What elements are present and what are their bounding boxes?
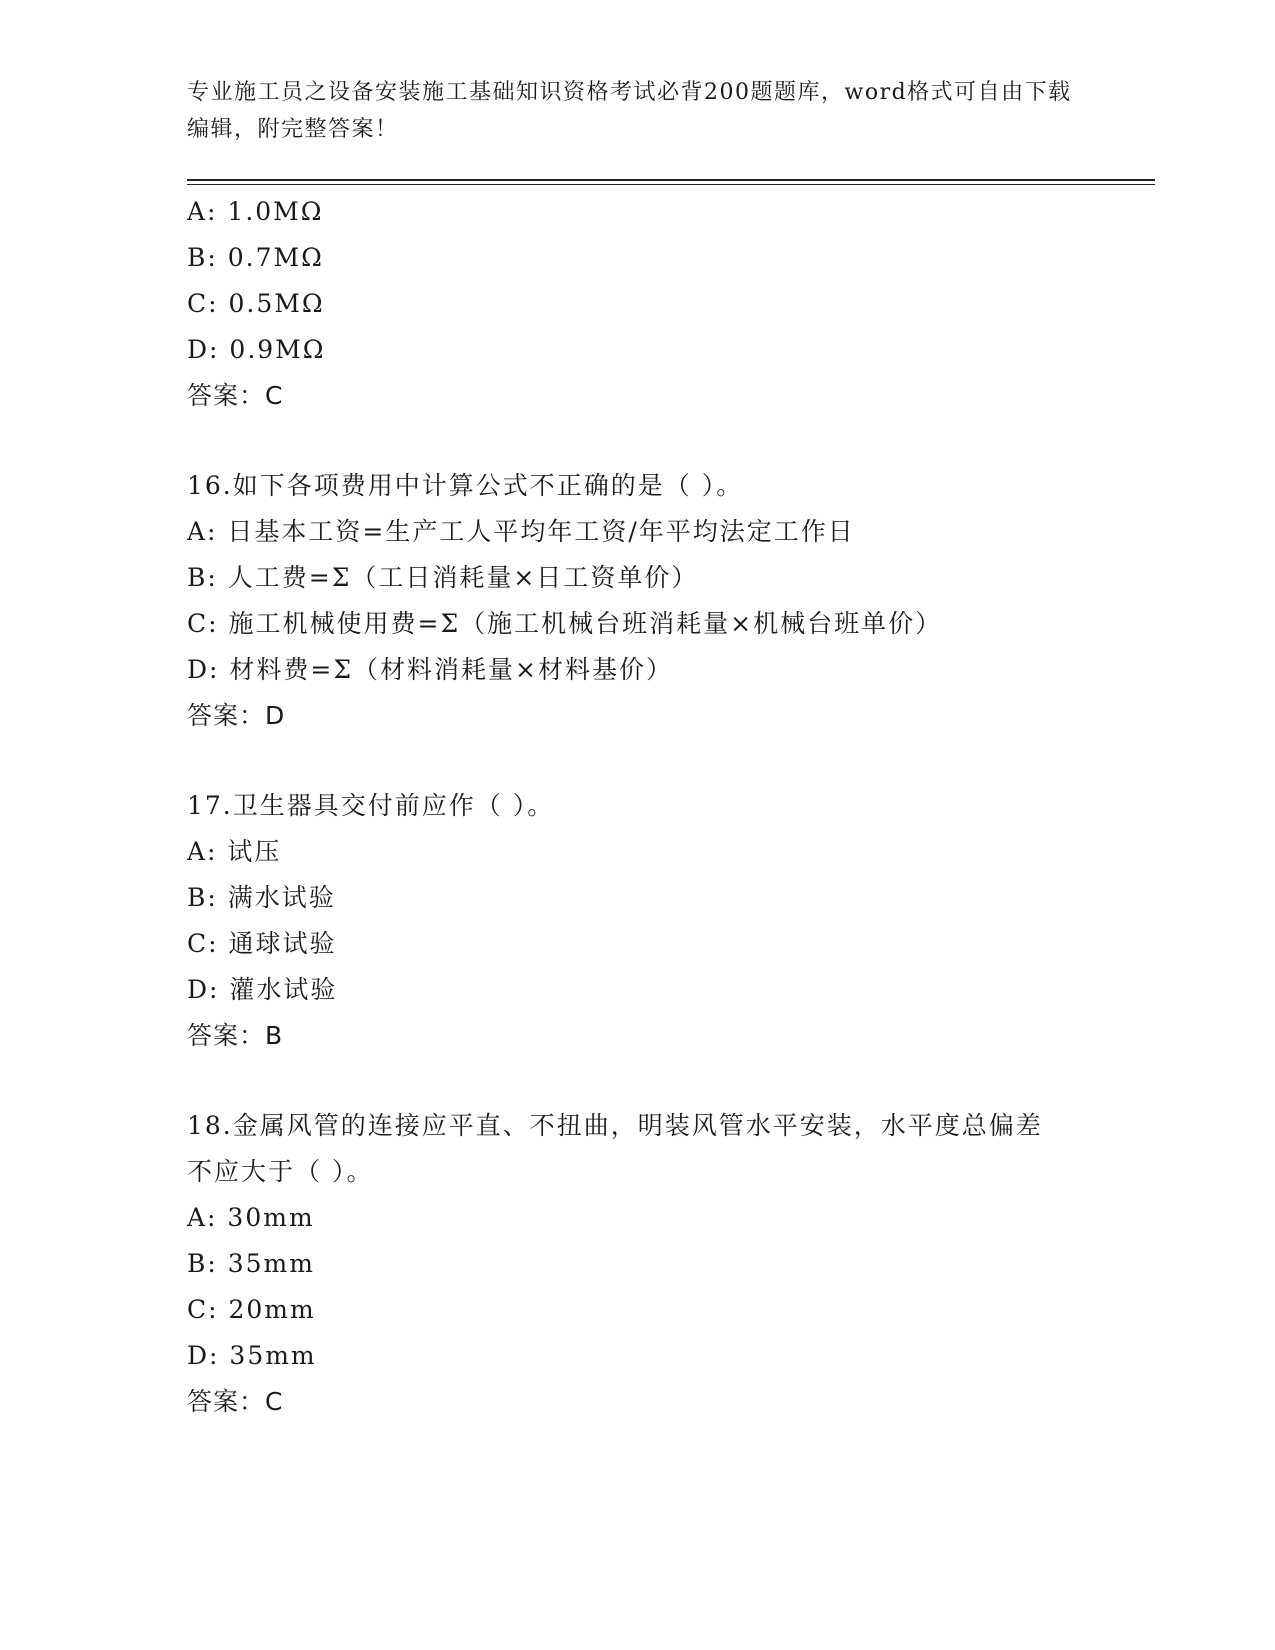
option-d: D: 0.9MΩ xyxy=(187,335,326,364)
question-text: 18.金属风管的连接应平直、不扭曲，明装风管水平安装，水平度总偏差不应大于（ ）。 xyxy=(187,1111,1043,1186)
option-d: D: 灌水试验 xyxy=(187,975,338,1004)
option-b: B: 35mm xyxy=(187,1249,315,1278)
question-16 xyxy=(187,463,1087,739)
header-rule-thin xyxy=(187,184,1155,185)
option-c: C: 施工机械使用费=Σ（施工机械台班消耗量×机械台班单价） xyxy=(187,609,943,638)
answer: 答案：C xyxy=(187,381,284,410)
spacer xyxy=(187,739,1087,783)
question-text: 16.如下各项费用中计算公式不正确的是（ ）。 xyxy=(187,471,744,500)
option-a: A: 试压 xyxy=(187,837,282,866)
option-a: A: 1.0MΩ xyxy=(187,197,324,226)
option-c: C: 20mm xyxy=(187,1295,316,1324)
spacer xyxy=(187,1059,1087,1103)
option-a: A: 30mm xyxy=(187,1203,315,1232)
question-17 xyxy=(187,783,1087,1059)
option-c: C: 通球试验 xyxy=(187,929,337,958)
option-b: B: 0.7MΩ xyxy=(187,243,324,272)
option-b: B: 满水试验 xyxy=(187,883,336,912)
answer: 答案：D xyxy=(187,701,286,730)
question-text: 17.卫生器具交付前应作（ ）。 xyxy=(187,791,555,820)
document-header: 专业施工员之设备安装施工基础知识资格考试必背200题题库，word格式可自由下载编辑，附完整答案！ xyxy=(187,80,1072,142)
option-a: A: 日基本工资=生产工人平均年工资/年平均法定工作日 xyxy=(187,517,855,546)
header-rule-thick xyxy=(187,179,1155,181)
option-b: B: 人工费=Σ（工日消耗量×日工资单价） xyxy=(187,563,699,592)
question-list xyxy=(187,189,1087,1425)
option-c: C: 0.5MΩ xyxy=(187,289,325,318)
option-d: D: 材料费=Σ（材料消耗量×材料基价） xyxy=(187,655,673,684)
question-15 xyxy=(187,189,1087,419)
answer: 答案：C xyxy=(187,1387,284,1416)
spacer xyxy=(187,419,1087,463)
answer: 答案：B xyxy=(187,1021,284,1050)
option-d: D: 35mm xyxy=(187,1341,317,1370)
question-18 xyxy=(187,1103,1087,1425)
